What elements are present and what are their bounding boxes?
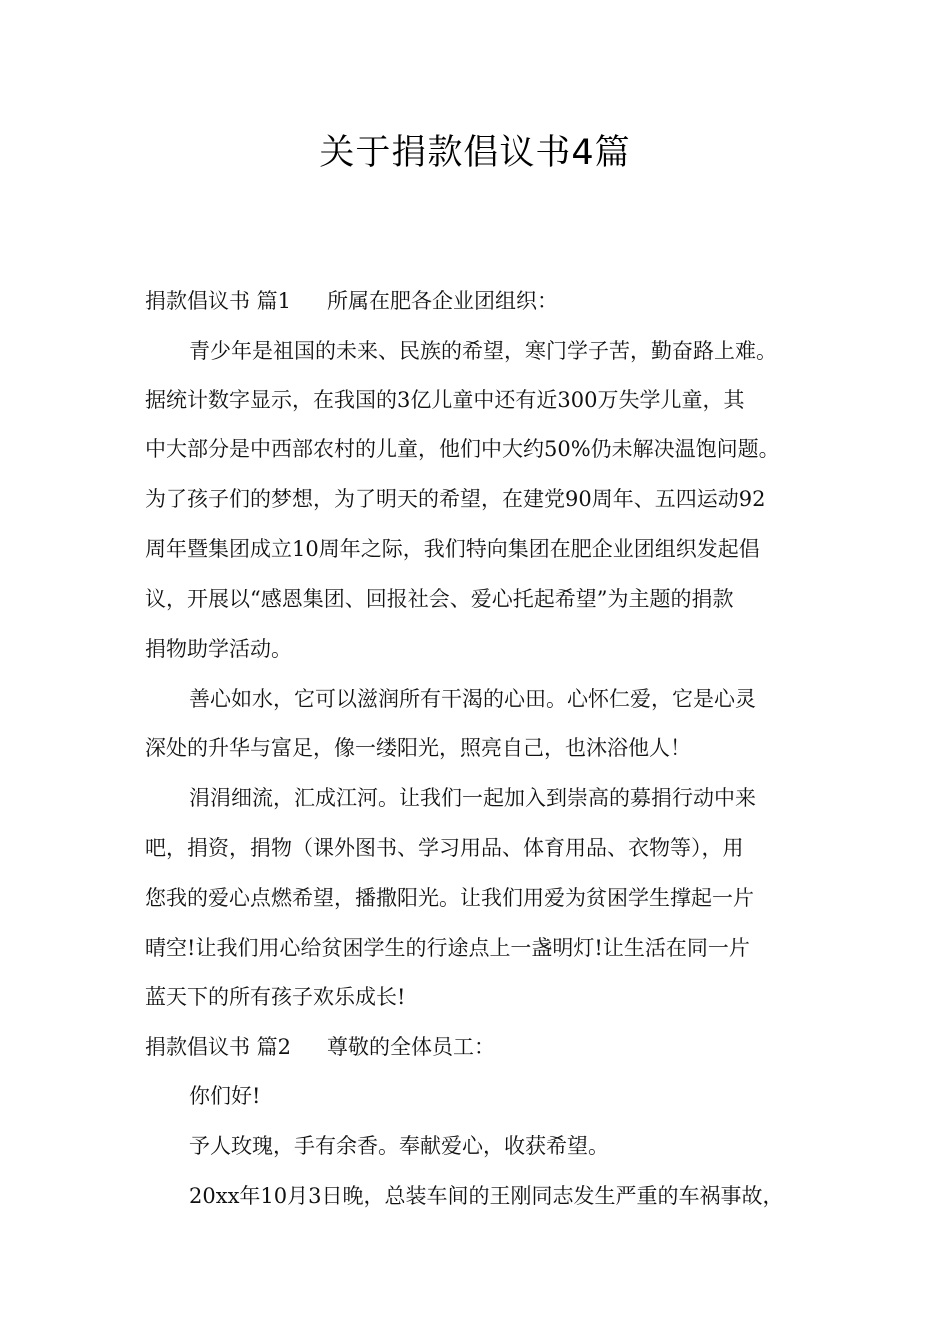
paragraph-line: 您我的爱心点燃希望，播撒阳光。让我们用爱为贫困学生撑起一片 [145,886,754,910]
paragraph-line: 捐物助学活动。 [145,637,292,661]
paragraph-line: 为了孩子们的梦想，为了明天的希望，在建党90周年、五四运动92 [145,487,766,511]
paragraph-line: 善心如水，它可以滋润所有干渴的心田。心怀仁爱，它是心灵 [189,687,756,711]
paragraph-line: 周年暨集团成立10周年之际，我们特向集团在肥企业团组织发起倡 [145,537,760,561]
paragraph-line: 你们好! [189,1084,261,1108]
paragraph-line: 晴空!让我们用心给贫困学生的行途点上一盏明灯!让生活在同一片 [145,936,750,960]
paragraph-line: 20xx年10月3日晚，总装车间的王刚同志发生严重的车祸事故， [189,1184,784,1208]
paragraph-line: 据统计数字显示，在我国的3亿儿童中还有近300万失学儿童，其 [145,388,745,412]
salutation: 尊敬的全体员工： [327,1035,496,1059]
paragraph-line: 吧，捐资，捐物（课外图书、学习用品、体育用品、衣物等），用 [145,836,744,860]
section-heading-1 [145,286,558,316]
section-title: 捐款倡议书 篇2 [145,1035,292,1059]
section-title: 捐款倡议书 篇1 [145,289,292,313]
paragraph-line: 深处的升华与富足，像一缕阳光，照亮自己，也沐浴他人！ [145,736,691,760]
document-title: 关于捐款倡议书4篇 [319,133,631,173]
paragraph-line: 予人玫瑰，手有余香。奉献爱心，收获希望。 [189,1134,609,1158]
paragraph-line: 青少年是祖国的未来、民族的希望，寒门学子苦，勤奋路上难。 [189,339,777,363]
paragraph-line: 涓涓细流，汇成江河。让我们一起加入到崇高的募捐行动中来 [189,786,756,810]
paragraph-line: 中大部分是中西部农村的儿童，他们中大约50%仍未解决温饱问题。 [145,437,780,461]
salutation: 所属在肥各企业团组织： [327,289,559,313]
paragraph-line: 蓝天下的所有孩子欢乐成长! [145,985,406,1009]
paragraph-line: 议，开展以“感恩集团、回报社会、爱心托起希望”为主题的捐款 [145,587,734,611]
section-heading-2 [145,1032,495,1062]
